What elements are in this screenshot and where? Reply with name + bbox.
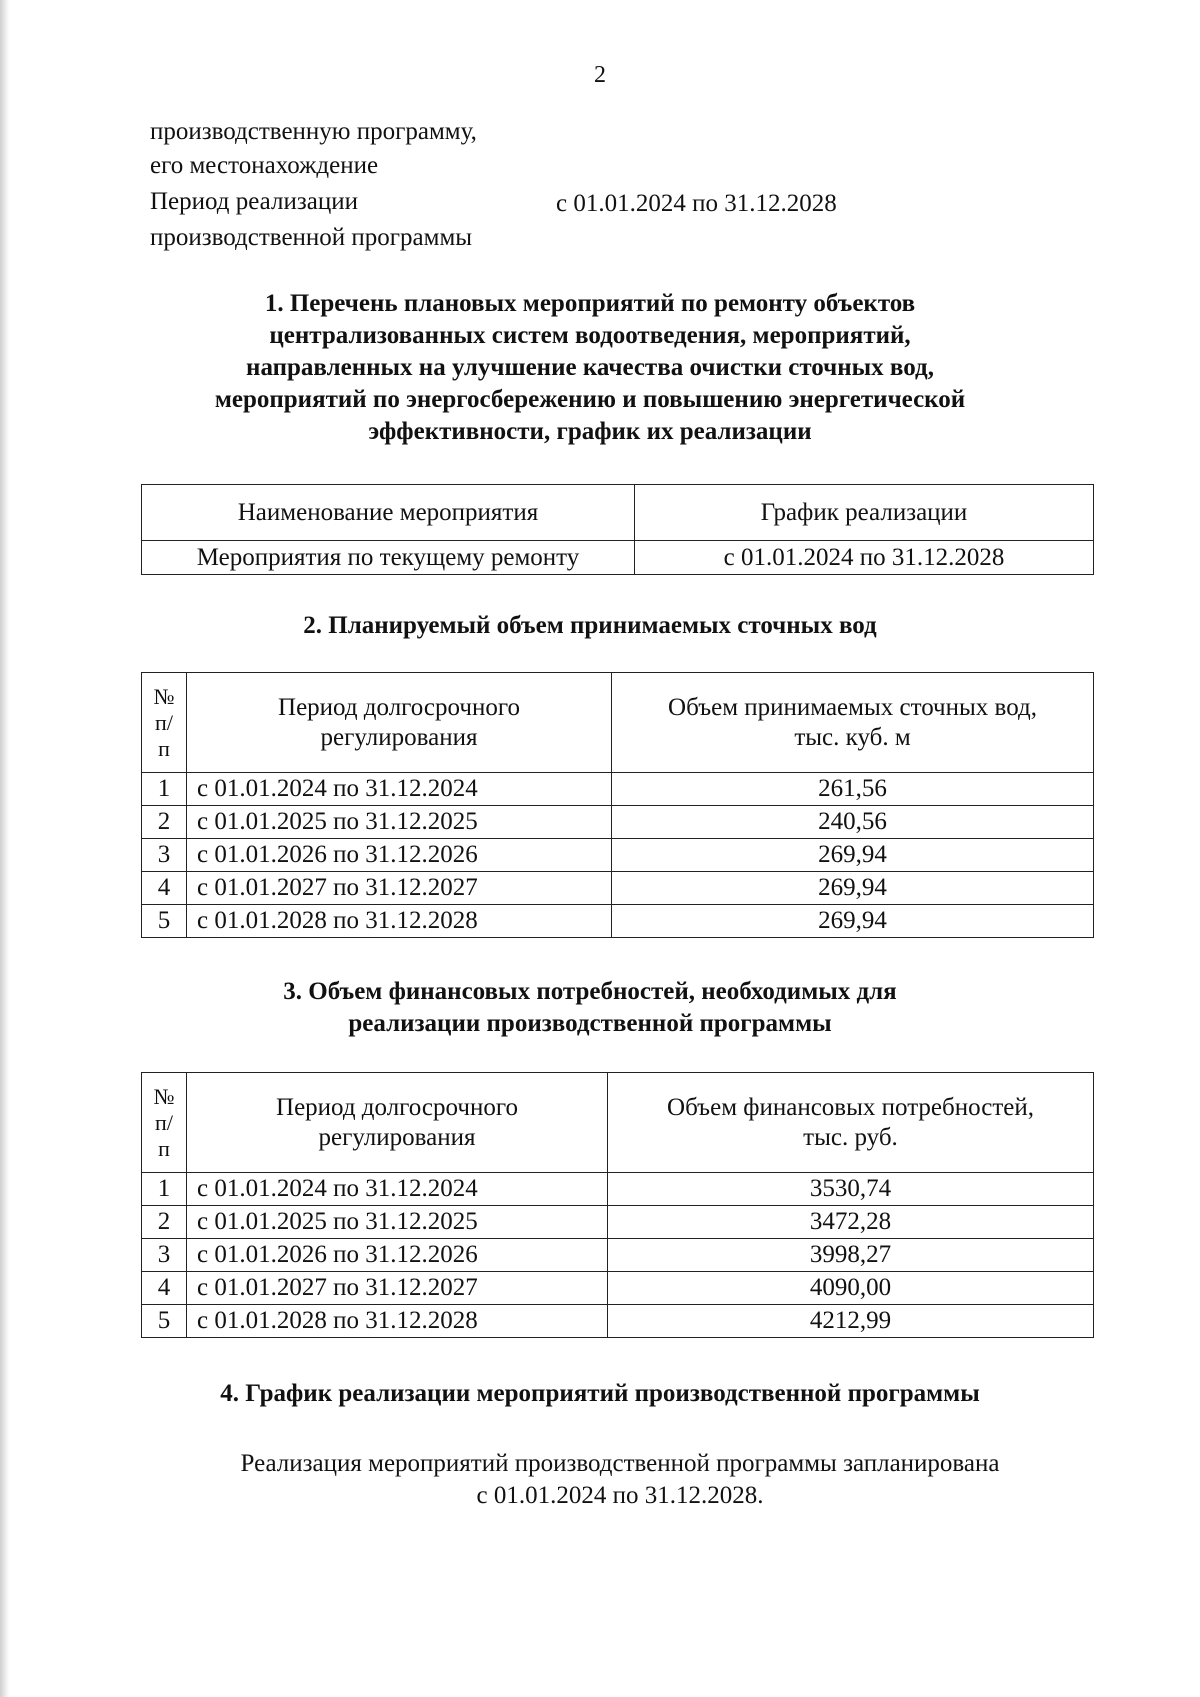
table-header-row bbox=[142, 673, 1094, 773]
section1-title-line: централизованных систем водоотведения, мероприятий, bbox=[269, 322, 911, 349]
intro-line-1: производственную программу, bbox=[150, 118, 477, 145]
row-period: с 01.01.2024 по 31.12.2024 bbox=[187, 773, 612, 806]
header-num-part: п/ bbox=[155, 1109, 173, 1135]
period-value: с 01.01.2024 по 31.12.2028 bbox=[556, 190, 837, 217]
header-cell-num bbox=[142, 1073, 187, 1173]
section1-title-line: 1. Перечень плановых мероприятий по ремонту объектов bbox=[264, 290, 916, 317]
header-cell-volume bbox=[612, 673, 1094, 773]
row-number: 2 bbox=[142, 806, 187, 839]
activity-cell: Мероприятия по текущему ремонту bbox=[142, 541, 635, 575]
header-num-part: п bbox=[158, 735, 170, 761]
section1-title bbox=[140, 288, 1040, 448]
row-value: 4212,99 bbox=[608, 1305, 1094, 1338]
table-row bbox=[142, 1305, 1094, 1338]
header-period-line: регулирования bbox=[318, 1123, 476, 1151]
period-label-2: производственной программы bbox=[150, 224, 473, 251]
table-row bbox=[142, 839, 1094, 872]
table-row bbox=[142, 773, 1094, 806]
table-row bbox=[142, 541, 1094, 575]
row-value: 269,94 bbox=[612, 905, 1094, 938]
row-number: 3 bbox=[142, 1239, 187, 1272]
row-number: 3 bbox=[142, 839, 187, 872]
intro-line-2: его местонахождение bbox=[150, 152, 379, 179]
section3-title-line: реализации производственной программы bbox=[348, 1010, 832, 1037]
table-row bbox=[142, 1206, 1094, 1239]
header-num-part: п/ bbox=[155, 709, 173, 735]
row-period: с 01.01.2027 по 31.12.2027 bbox=[187, 872, 612, 905]
row-number: 4 bbox=[142, 872, 187, 905]
table-row bbox=[142, 1173, 1094, 1206]
header-period-line: регулирования bbox=[320, 723, 478, 751]
row-number: 4 bbox=[142, 1272, 187, 1305]
header-cell-activity: Наименование мероприятия bbox=[142, 485, 635, 541]
row-number: 5 bbox=[142, 1305, 187, 1338]
table-row bbox=[142, 905, 1094, 938]
header-cell-period bbox=[187, 1073, 608, 1173]
section1-title-line: направленных на улучшение качества очистки сточных вод, bbox=[246, 354, 934, 381]
header-finance-line: тыс. руб. bbox=[803, 1123, 898, 1151]
row-period: с 01.01.2028 по 31.12.2028 bbox=[187, 905, 612, 938]
section4-body-line: Реализация мероприятий производственной программы запланирована bbox=[240, 1450, 1000, 1477]
row-number: 1 bbox=[142, 773, 187, 806]
section1-table bbox=[141, 484, 1094, 575]
row-number: 5 bbox=[142, 905, 187, 938]
section3-table bbox=[141, 1072, 1094, 1338]
section4-title: 4. График реализации мероприятий производственной программы bbox=[220, 1380, 980, 1407]
header-volume-line: тыс. куб. м bbox=[794, 723, 911, 751]
header-cell-finance bbox=[608, 1073, 1094, 1173]
section2-table bbox=[141, 672, 1094, 938]
row-period: с 01.01.2027 по 31.12.2027 bbox=[187, 1272, 608, 1305]
schedule-cell: с 01.01.2024 по 31.12.2028 bbox=[635, 541, 1094, 575]
row-value: 269,94 bbox=[612, 839, 1094, 872]
header-cell-schedule: График реализации bbox=[635, 485, 1094, 541]
header-num-part: п bbox=[158, 1135, 170, 1161]
row-value: 3998,27 bbox=[608, 1239, 1094, 1272]
row-period: с 01.01.2025 по 31.12.2025 bbox=[187, 1206, 608, 1239]
header-cell-num bbox=[142, 673, 187, 773]
table-row bbox=[142, 872, 1094, 905]
section4-body bbox=[130, 1448, 1110, 1512]
section4-body-line: с 01.01.2024 по 31.12.2028. bbox=[476, 1482, 764, 1509]
header-finance-line: Объем финансовых потребностей, bbox=[667, 1093, 1034, 1121]
section3-title-line: 3. Объем финансовых потребностей, необходимых для bbox=[283, 978, 897, 1005]
section3-title bbox=[140, 976, 1040, 1040]
section2-title: 2. Планируемый объем принимаемых сточных вод bbox=[303, 612, 877, 639]
header-num-part: № bbox=[153, 683, 175, 709]
page-number: 2 bbox=[594, 62, 606, 88]
table-header-row bbox=[142, 485, 1094, 541]
table-row bbox=[142, 806, 1094, 839]
row-value: 3472,28 bbox=[608, 1206, 1094, 1239]
header-period-line: Период долгосрочного bbox=[276, 1093, 518, 1121]
row-number: 1 bbox=[142, 1173, 187, 1206]
section1-title-line: мероприятий по энергосбережению и повышению энергетической bbox=[214, 386, 966, 413]
period-label-1: Период реализации bbox=[150, 188, 358, 215]
table-row bbox=[142, 1239, 1094, 1272]
row-period: с 01.01.2024 по 31.12.2024 bbox=[187, 1173, 608, 1206]
scan-edge-shadow bbox=[0, 0, 10, 1697]
section1-title-line: эффективности, график их реализации bbox=[368, 418, 812, 445]
row-value: 261,56 bbox=[612, 773, 1094, 806]
row-period: с 01.01.2026 по 31.12.2026 bbox=[187, 839, 612, 872]
row-period: с 01.01.2026 по 31.12.2026 bbox=[187, 1239, 608, 1272]
row-number: 2 bbox=[142, 1206, 187, 1239]
row-value: 3530,74 bbox=[608, 1173, 1094, 1206]
row-period: с 01.01.2025 по 31.12.2025 bbox=[187, 806, 612, 839]
table-row bbox=[142, 1272, 1094, 1305]
row-value: 269,94 bbox=[612, 872, 1094, 905]
row-period: с 01.01.2028 по 31.12.2028 bbox=[187, 1305, 608, 1338]
row-value: 4090,00 bbox=[608, 1272, 1094, 1305]
header-period-line: Период долгосрочного bbox=[278, 693, 520, 721]
header-volume-line: Объем принимаемых сточных вод, bbox=[668, 693, 1037, 721]
table-header-row bbox=[142, 1073, 1094, 1173]
header-num-part: № bbox=[153, 1083, 175, 1109]
row-value: 240,56 bbox=[612, 806, 1094, 839]
header-cell-period bbox=[187, 673, 612, 773]
